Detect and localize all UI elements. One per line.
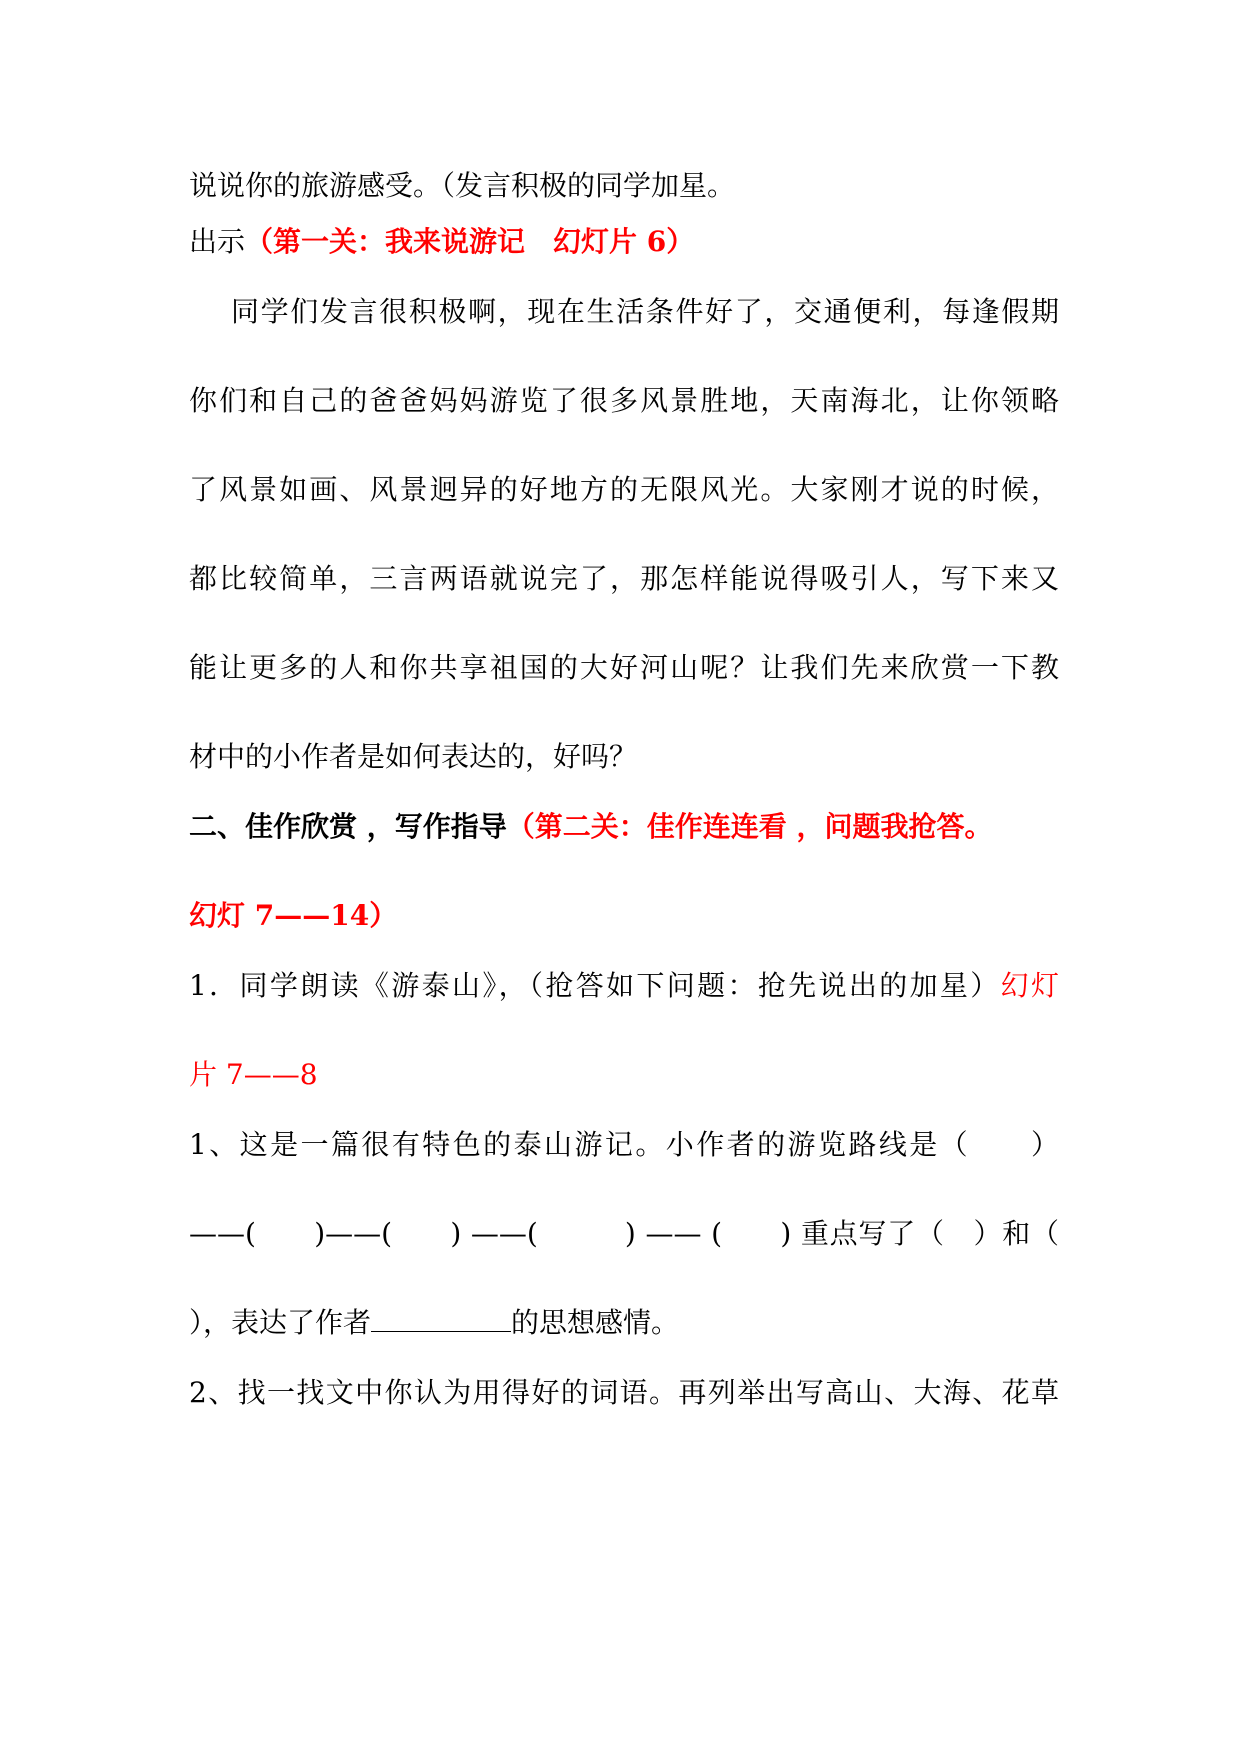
text-line-1 bbox=[189, 166, 1059, 206]
paragraph-line-3 bbox=[189, 470, 1059, 510]
slide-note-red: （第一关：我来说游记 幻灯片 6） bbox=[245, 225, 695, 258]
text-post: 的思想感情。 bbox=[511, 1306, 680, 1339]
text: 能让更多的人和你共享祖国的大好河山呢？让我们先来欣赏一下教 bbox=[189, 651, 1059, 684]
text: 1、这是一篇很有特色的泰山游记。小作者的游览路线是（ ） bbox=[189, 1128, 1059, 1161]
text: ——( )——( ) ——( ) —— ( ) 重点写了（ ）和（ bbox=[189, 1217, 1059, 1250]
fill-in-blank bbox=[371, 1303, 511, 1332]
paragraph-line-2 bbox=[189, 381, 1059, 421]
text: 同学们发言很积极啊，现在生活条件好了，交通便利，每逢假期 bbox=[231, 295, 1059, 328]
intro-red-cont: 片 7——8 bbox=[189, 1058, 318, 1091]
text: 2、找一找文中你认为用得好的词语。再列举出写高山、大海、花草 bbox=[189, 1376, 1059, 1409]
question-1-line-a bbox=[189, 1125, 1059, 1165]
section-heading-2-cont bbox=[189, 896, 1059, 936]
heading-red: （第二关：佳作连连看 ，问题我抢答。 bbox=[506, 810, 993, 843]
paragraph-line-6 bbox=[189, 737, 1059, 777]
text: 了风景如画、风景迥异的好地方的无限风光。大家刚才说的时候， bbox=[189, 473, 1059, 506]
intro-black: 1．同学朗读《游泰山》，（抢答如下问题：抢先说出的加星） bbox=[189, 969, 1001, 1002]
question-intro-line bbox=[189, 966, 1059, 1006]
heading-red-cont: 幻灯 7——14） bbox=[189, 899, 398, 932]
paragraph-line-4 bbox=[189, 559, 1059, 599]
paragraph-line-5 bbox=[189, 648, 1059, 688]
question-intro-cont bbox=[189, 1055, 1059, 1095]
text: 都比较简单，三言两语就说完了，那怎样能说得吸引人，写下来又 bbox=[189, 562, 1059, 595]
text: 说说你的旅游感受。（发言积极的同学加星。 bbox=[189, 169, 736, 202]
text: 材中的小作者是如何表达的，好吗？ bbox=[189, 740, 638, 773]
section-heading-2 bbox=[189, 807, 1059, 847]
show-prefix: 出示 bbox=[189, 225, 246, 258]
text: 你们和自己的爸爸妈妈游览了很多风景胜地，天南海北，让你领略 bbox=[189, 384, 1059, 417]
show-slide-line bbox=[189, 222, 1059, 262]
heading-black: 二、佳作欣赏 ，写作指导 bbox=[189, 810, 507, 843]
question-2-line bbox=[189, 1373, 1059, 1413]
text-pre: ），表达了作者 bbox=[189, 1306, 372, 1339]
intro-red: 幻灯 bbox=[1000, 969, 1059, 1002]
paragraph-line-1 bbox=[189, 292, 1059, 332]
question-1-line-b bbox=[189, 1214, 1059, 1254]
question-1-line-c bbox=[189, 1303, 1059, 1343]
